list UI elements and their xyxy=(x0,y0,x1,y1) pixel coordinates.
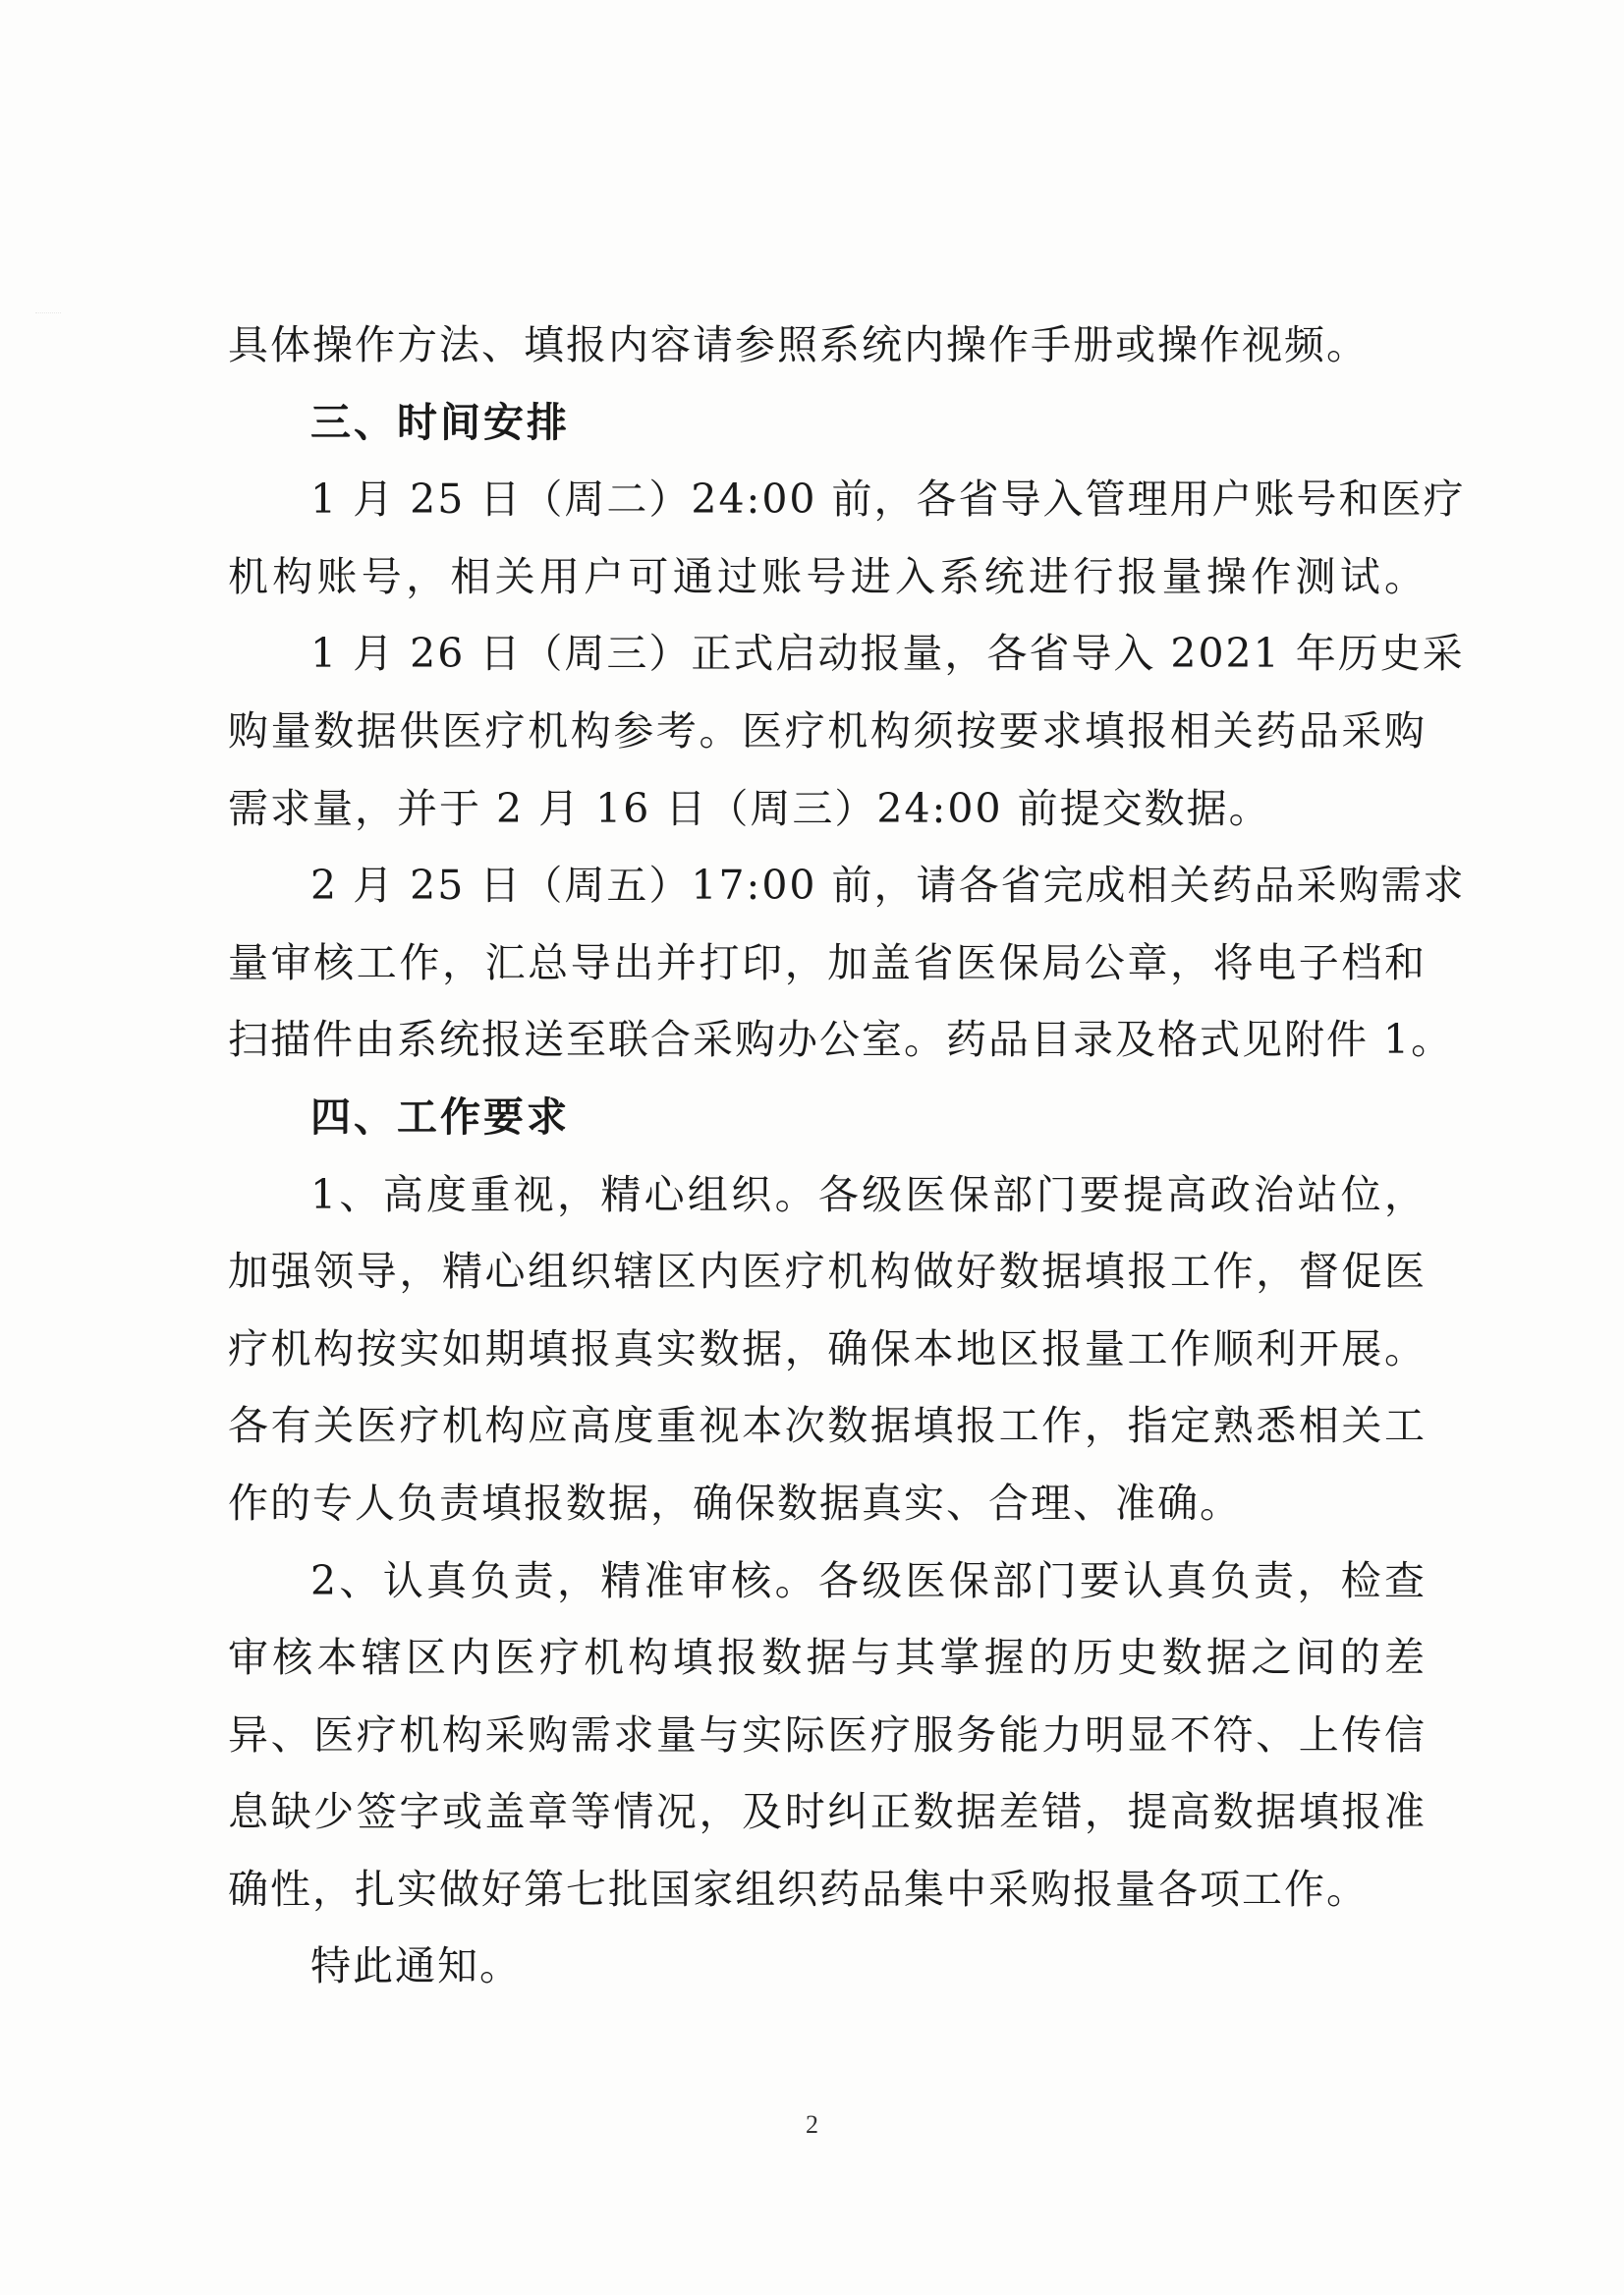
paragraph-line: 异、医疗机构采购需求量与实际医疗服务能力明显不符、上传信 xyxy=(228,1710,1427,1759)
paragraph-line: 加强领导，精心组织辖区内医疗机构做好数据填报工作，督促医 xyxy=(228,1248,1427,1296)
paragraph-line: 具体操作方法、填报内容请参照系统内操作手册或操作视频。 xyxy=(228,321,1369,368)
paragraph-line: 各有关医疗机构应高度重视本次数据填报工作，指定熟悉相关工 xyxy=(228,1402,1427,1450)
paragraph-line: 息缺少签字或盖章等情况，及时纠正数据差错，提高数据填报准 xyxy=(228,1788,1427,1836)
paragraph-line: 作的专人负责填报数据，确保数据真实、合理、准确。 xyxy=(228,1479,1242,1527)
paragraph-line: 1、高度重视，精心组织。各级医保部门要提高政治站位， xyxy=(310,1170,1427,1218)
scan-speck xyxy=(35,312,61,321)
paragraph-line: 审核本辖区内医疗机构填报数据与其掌握的历史数据之间的差 xyxy=(228,1634,1427,1682)
section-heading-requirements: 四、工作要求 xyxy=(310,1092,570,1141)
paragraph-line: 扫描件由系统报送至联合采购办公室。药品目录及格式见附件 1。 xyxy=(228,1016,1454,1064)
closing-line: 特此通知。 xyxy=(310,1942,522,1990)
paragraph-line: 2 月 25 日（周五）17:00 前，请各省完成相关药品采购需求 xyxy=(310,862,1466,910)
paragraph-line: 1 月 25 日（周二）24:00 前，各省导入管理用户账号和医疗 xyxy=(310,476,1466,524)
section-heading-schedule: 三、时间安排 xyxy=(310,398,570,446)
paragraph-line: 机构账号，相关用户可通过账号进入系统进行报量操作测试。 xyxy=(228,552,1427,600)
paragraph-line: 2、认真负责，精准审核。各级医保部门要认真负责，检查 xyxy=(310,1556,1427,1604)
paragraph-line: 疗机构按实如期填报真实数据，确保本地区报量工作顺利开展。 xyxy=(228,1324,1427,1372)
paragraph-line: 购量数据供医疗机构参考。医疗机构须按要求填报相关药品采购 xyxy=(228,706,1427,755)
paragraph-line: 需求量，并于 2 月 16 日（周三）24:00 前提交数据。 xyxy=(228,784,1271,832)
document-body xyxy=(228,307,1466,2005)
page-number: 2 xyxy=(806,2110,818,2139)
paragraph-line: 1 月 26 日（周三）正式启动报量，各省导入 2021 年历史采 xyxy=(310,630,1465,678)
paragraph-line: 确性，扎实做好第七批国家组织药品集中采购报量各项工作。 xyxy=(228,1865,1369,1913)
paragraph-line: 量审核工作，汇总导出并打印，加盖省医保局公章，将电子档和 xyxy=(228,938,1427,986)
